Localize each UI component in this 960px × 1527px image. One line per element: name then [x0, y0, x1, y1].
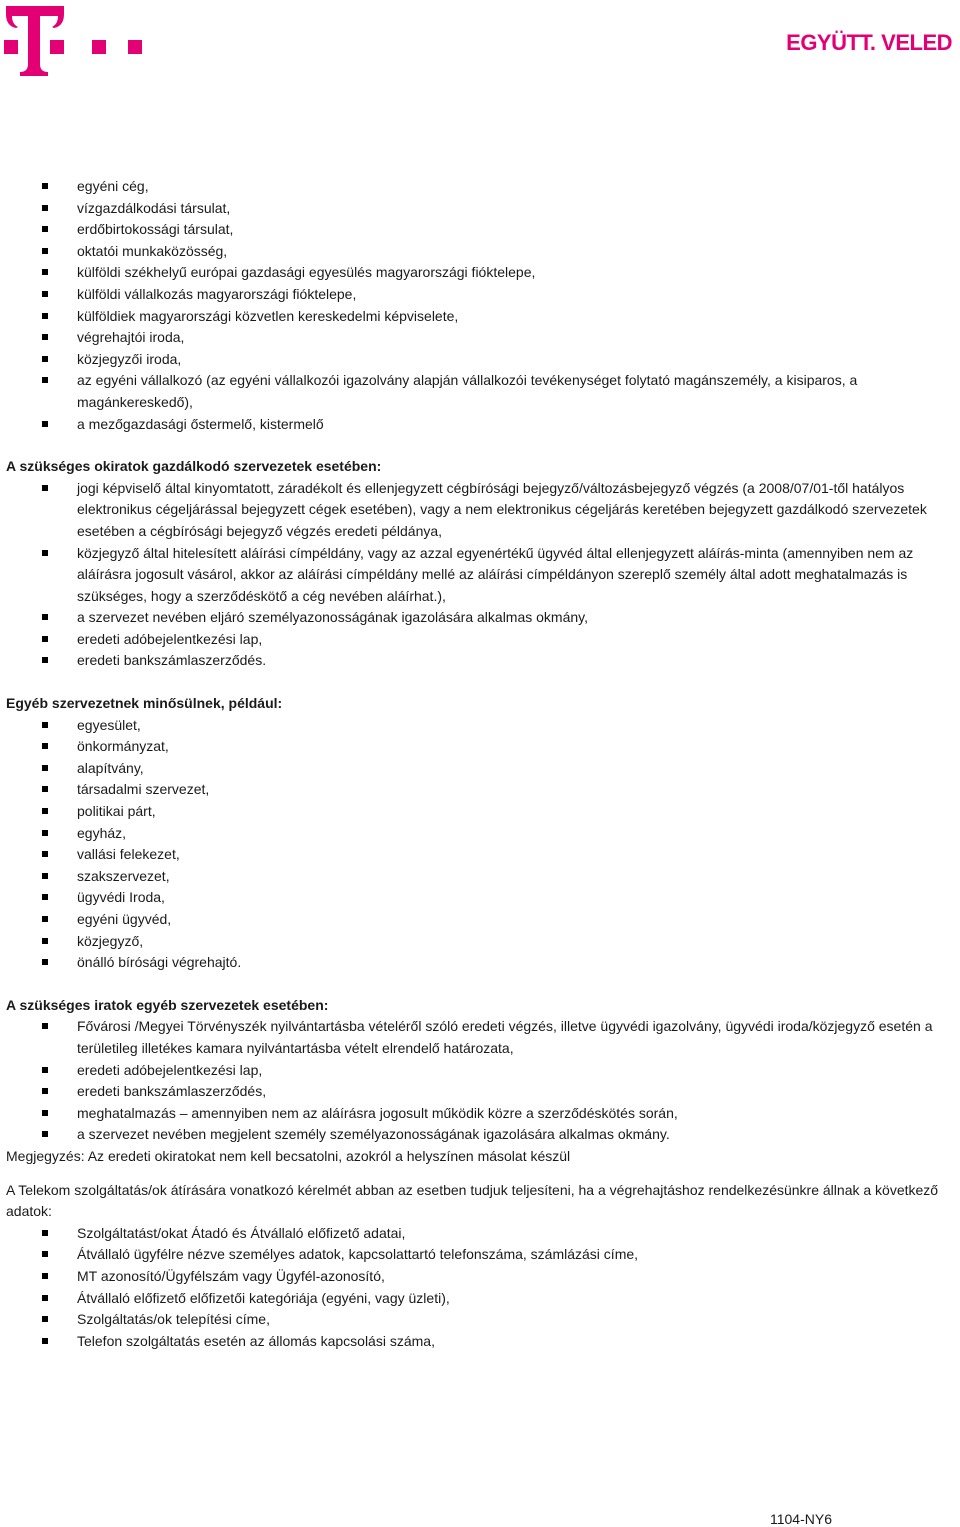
square-bullet-icon: [42, 313, 48, 319]
list-item: politikai párt,: [6, 801, 946, 823]
square-bullet-icon: [42, 291, 48, 297]
transfer-requirements-list: [6, 1223, 946, 1353]
telekom-t-logo-icon: [4, 4, 144, 76]
note-text: Megjegyzés: Az eredeti okiratokat nem kell becsatolni, azokról a helyszínen másolat készül: [6, 1147, 571, 1164]
square-bullet-icon: [42, 614, 48, 620]
list-item: Fővárosi /Megyei Törvényszék nyilvántartásba vételéről szóló eredeti végzés, illetve ügyvédi igazolvány, ügyvédi iroda/közjegyző esetén a területileg illetékes kamara nyilvántartásba vételt elrendelő határozata,: [6, 1016, 946, 1059]
square-bullet-icon: [42, 421, 48, 427]
square-bullet-icon: [42, 356, 48, 362]
list-item: Átvállaló ügyfélre nézve személyes adatok, kapcsolattartó telefonszáma, számlázási címe,: [6, 1244, 946, 1266]
square-bullet-icon: [42, 205, 48, 211]
list-item: szakszervezet,: [6, 866, 946, 888]
square-bullet-icon: [42, 830, 48, 836]
list-item: közjegyző,: [6, 931, 946, 953]
square-bullet-icon: [42, 1273, 48, 1279]
section-heading-other-docs: A szükséges iratok egyéb szervezetek esetében:: [6, 996, 329, 1013]
document-body: [6, 176, 946, 1352]
square-bullet-icon: [42, 959, 48, 965]
square-bullet-icon: [42, 851, 48, 857]
square-bullet-icon: [42, 248, 48, 254]
square-bullet-icon: [42, 1230, 48, 1236]
business-docs-list: [6, 478, 946, 672]
list-item: ügyvédi Iroda,: [6, 887, 946, 909]
square-bullet-icon: [42, 485, 48, 491]
list-item: oktatói munkaközösség,: [6, 241, 946, 263]
square-bullet-icon: [42, 1338, 48, 1344]
other-docs-list: [6, 1016, 946, 1146]
page-header: [0, 0, 960, 80]
other-orgs-list: [6, 715, 946, 974]
list-item: közjegyző által hitelesített aláírási címpéldány, vagy az azzal egyenértékű ügyvéd által ellenjegyzett aláírás-minta (amennyiben nem az aláírásra jogosult vásárol, akkor az aláírási címpéldány mellé az aláírási címpéldányon szereplő személy által adott meghatalmazás is szükséges, hogy a szerződéskötő a cég nevében aláírhat.),: [6, 543, 946, 608]
list-item: közjegyzői iroda,: [6, 349, 946, 371]
section-heading-business-docs: A szükséges okiratok gazdálkodó szervezetek esetében:: [6, 458, 382, 475]
square-bullet-icon: [42, 894, 48, 900]
square-bullet-icon: [42, 269, 48, 275]
brand-slogan: EGYÜTT. VELED: [786, 30, 952, 55]
square-bullet-icon: [42, 550, 48, 556]
list-item: társadalmi szervezet,: [6, 779, 946, 801]
list-item: Telefon szolgáltatás esetén az állomás kapcsolási száma,: [6, 1331, 946, 1353]
list-item: eredeti adóbejelentkezési lap,: [6, 1060, 946, 1082]
list-item: MT azonosító/Ügyfélszám vagy Ügyfél-azonosító,: [6, 1266, 946, 1288]
list-item: külföldi vállalkozás magyarországi fióktelepe,: [6, 284, 946, 306]
square-bullet-icon: [42, 1316, 48, 1322]
list-item: jogi képviselő által kinyomtatott, záradékolt és ellenjegyzett cégbírósági bejegyző/változásbejegyző végzés (a 2008/07/01-től hatályos elektronikus cégeljárással bejegyzett cégek esetében), vagy a nem elektronikus cégeljárás keretében bejegyzett gazdálkodó szervezetek esetében a cégbírósági bejegyző végzés eredeti példánya,: [6, 478, 946, 543]
list-item: az egyéni vállalkozó (az egyéni vállalkozói igazolvány alapján vállalkozói tevékenységet folytató magánszemély, a kisiparos, a magánkereskedő),: [6, 370, 946, 413]
list-item: Szolgáltatás/ok telepítési címe,: [6, 1309, 946, 1331]
list-item: külföldiek magyarországi közvetlen kereskedelmi képviselete,: [6, 306, 946, 328]
square-bullet-icon: [42, 873, 48, 879]
list-item: eredeti bankszámlaszerződés,: [6, 1081, 946, 1103]
square-bullet-icon: [42, 743, 48, 749]
list-item: a szervezet nevében eljáró személyazonosságának igazolására alkalmas okmány,: [6, 607, 946, 629]
square-bullet-icon: [42, 1131, 48, 1137]
list-item: vallási felekezet,: [6, 844, 946, 866]
list-item: egyesület,: [6, 715, 946, 737]
list-item: végrehajtói iroda,: [6, 327, 946, 349]
list-item: Átvállaló előfizető előfizetői kategóriája (egyéni, vagy üzleti),: [6, 1288, 946, 1310]
list-item: alapítvány,: [6, 758, 946, 780]
transfer-intro-text: A Telekom szolgáltatás/ok átírására vonatkozó kérelmét abban az esetben tudjuk teljesíteni, ha a végrehajtáshoz rendelkezésünkre állnak a következő adatok:: [6, 1181, 939, 1220]
list-item: erdőbirtokossági társulat,: [6, 219, 946, 241]
square-bullet-icon: [42, 226, 48, 232]
square-bullet-icon: [42, 1067, 48, 1073]
square-bullet-icon: [42, 722, 48, 728]
list-item: meghatalmazás – amennyiben nem az aláírásra jogosult működik közre a szerződéskötés során,: [6, 1103, 946, 1125]
square-bullet-icon: [42, 377, 48, 383]
list-item: külföldi székhelyű európai gazdasági egyesülés magyarországi fióktelepe,: [6, 262, 946, 284]
entity-list: [6, 176, 946, 435]
square-bullet-icon: [42, 808, 48, 814]
list-item: a mezőgazdasági őstermelő, kistermelő: [6, 414, 946, 436]
square-bullet-icon: [42, 657, 48, 663]
list-item: eredeti adóbejelentkezési lap,: [6, 629, 946, 651]
square-bullet-icon: [42, 334, 48, 340]
list-item: vízgazdálkodási társulat,: [6, 198, 946, 220]
list-item: önálló bírósági végrehajtó.: [6, 952, 946, 974]
list-item: a szervezet nevében megjelent személy személyazonosságának igazolására alkalmas okmány.: [6, 1124, 946, 1146]
square-bullet-icon: [42, 636, 48, 642]
section-heading-other-orgs: Egyéb szervezetnek minősülnek, például:: [6, 695, 283, 712]
square-bullet-icon: [42, 1110, 48, 1116]
square-bullet-icon: [42, 786, 48, 792]
list-item: egyház,: [6, 823, 946, 845]
square-bullet-icon: [42, 1251, 48, 1257]
square-bullet-icon: [42, 1088, 48, 1094]
square-bullet-icon: [42, 938, 48, 944]
list-item: Szolgáltatást/okat Átadó és Átvállaló előfizető adatai,: [6, 1223, 946, 1245]
list-item: egyéni cég,: [6, 176, 946, 198]
list-item: egyéni ügyvéd,: [6, 909, 946, 931]
square-bullet-icon: [42, 916, 48, 922]
document-code: 1104-NY6: [769, 1511, 832, 1527]
square-bullet-icon: [42, 1295, 48, 1301]
list-item: eredeti bankszámlaszerződés.: [6, 650, 946, 672]
list-item: önkormányzat,: [6, 736, 946, 758]
square-bullet-icon: [42, 1023, 48, 1029]
square-bullet-icon: [42, 765, 48, 771]
square-bullet-icon: [42, 183, 48, 189]
